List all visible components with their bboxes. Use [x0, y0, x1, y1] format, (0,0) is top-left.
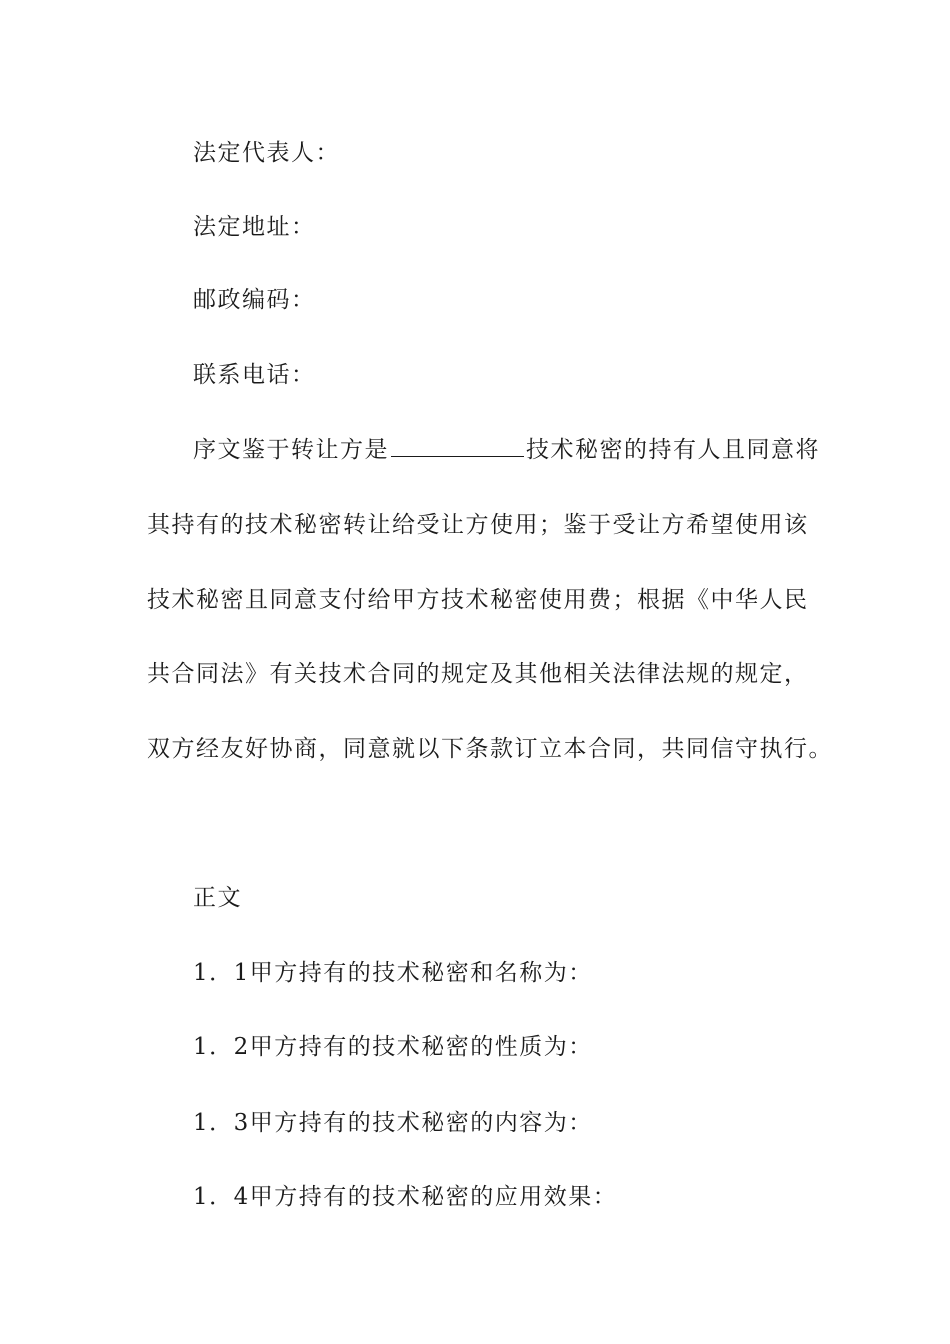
fill-in-blank — [391, 434, 524, 457]
preamble-line-4: 共合同法》有关技术合同的规定及其他相关法律法规的规定， — [147, 661, 809, 687]
preamble-line-3: 技术秘密且同意支付给甲方技术秘密使用费；根据《中华人民 — [147, 587, 809, 613]
legal-address-field: 法定地址： — [193, 214, 316, 240]
clause-1-2: 1．2甲方持有的技术秘密的性质为： — [193, 1034, 593, 1060]
phone-field: 联系电话： — [193, 362, 316, 388]
legal-representative-field: 法定代表人： — [193, 140, 340, 166]
clause-1-1: 1．1甲方持有的技术秘密和名称为： — [193, 960, 593, 986]
preamble-line-5: 双方经友好协商，同意就以下条款订立本合同，共同信守执行。 — [147, 736, 833, 762]
postcode-field: 邮政编码： — [193, 287, 316, 313]
body-heading: 正文 — [193, 885, 242, 911]
clause-1-3: 1．3甲方持有的技术秘密的内容为： — [193, 1110, 593, 1136]
preamble-line-1 — [193, 434, 820, 465]
preamble-line-2: 其持有的技术秘密转让给受让方使用；鉴于受让方希望使用该 — [147, 512, 809, 538]
preamble-line-1-end: 技术秘密的持有人且同意将 — [526, 437, 820, 463]
clause-1-4: 1．4甲方持有的技术秘密的应用效果： — [193, 1184, 618, 1210]
preamble-line-1-start: 序文鉴于转让方是 — [193, 437, 389, 463]
